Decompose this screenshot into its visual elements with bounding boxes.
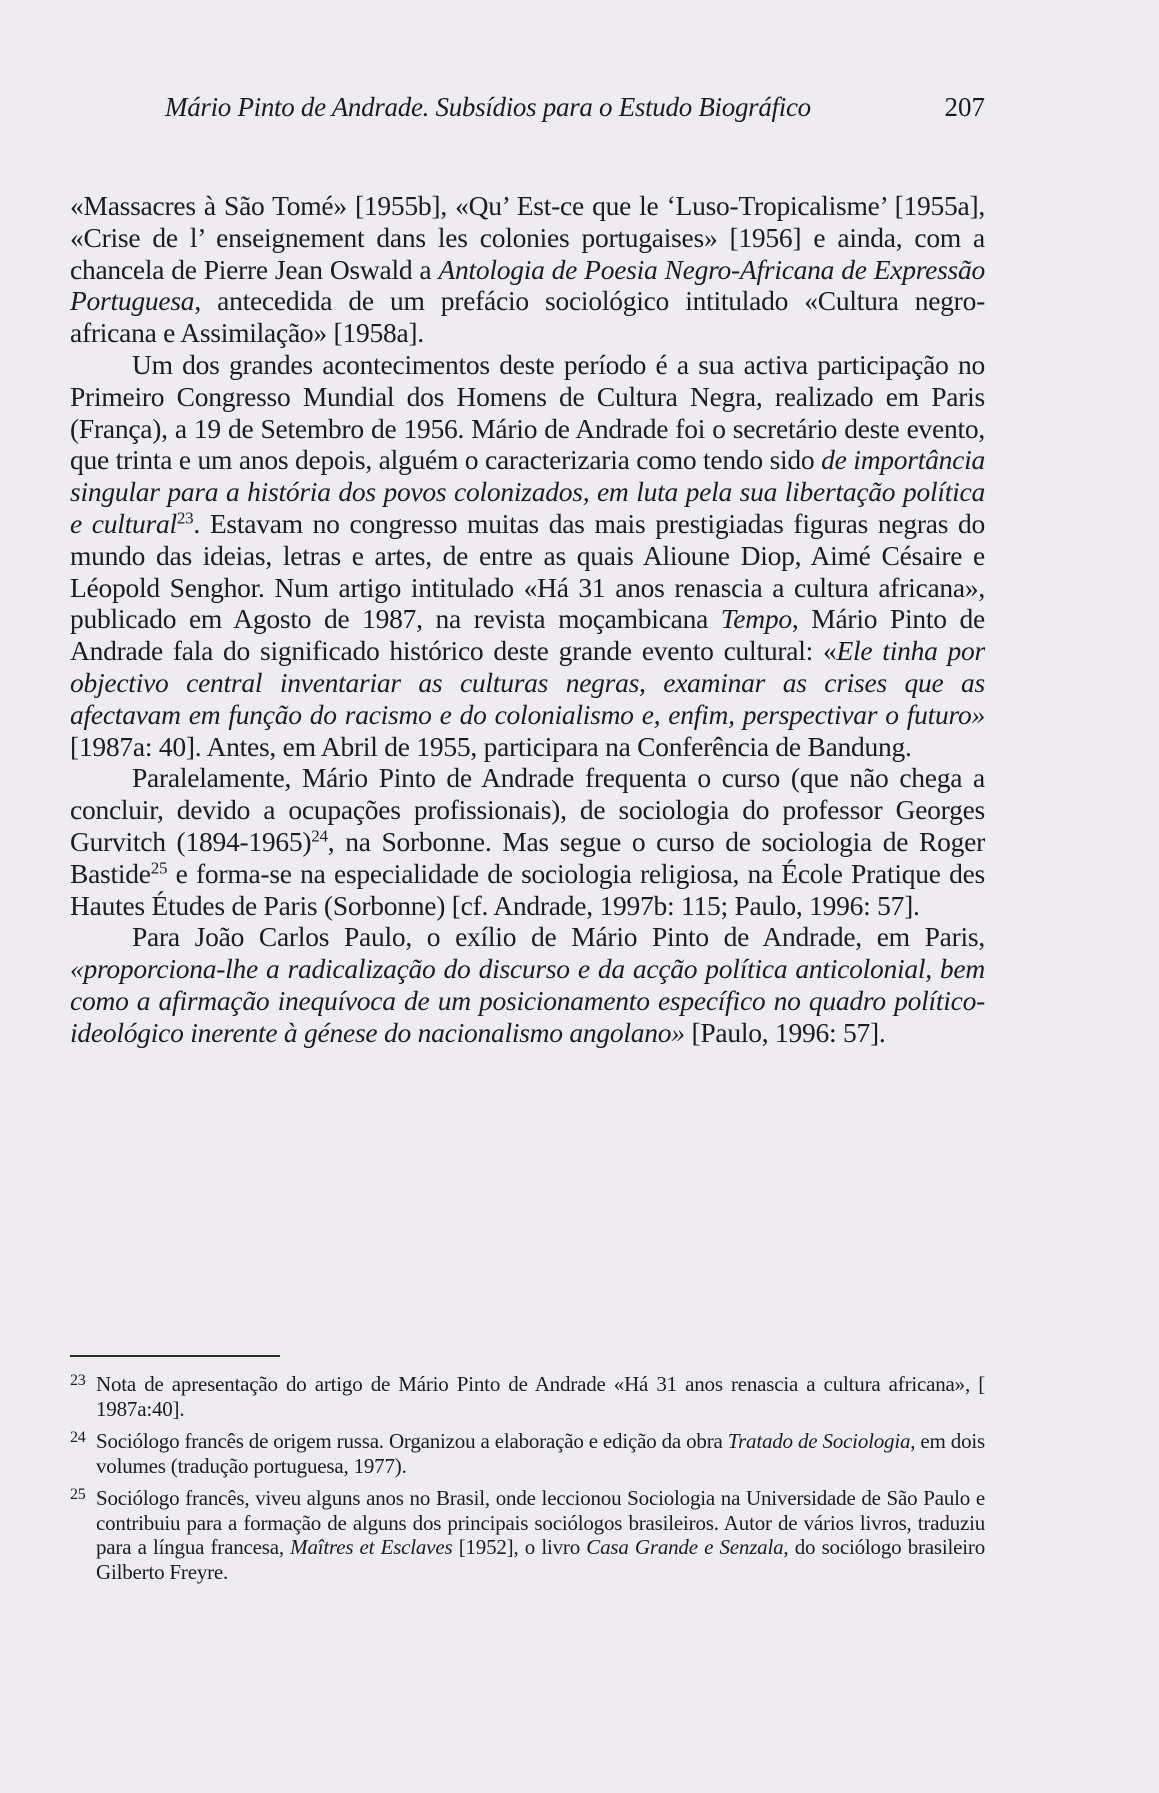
running-head bbox=[70, 92, 985, 132]
italic-text: Ele tinha por objectivo central inventariar as culturas negras, examinar as crises que as afectavam em função do racismo e do colonialismo e, enfim, perspectivar o futuro» bbox=[70, 635, 985, 730]
text-run: [Paulo, 1996: 57]. bbox=[684, 1016, 886, 1048]
italic-text: de importância singular para a história dos povos colonizados, em luta pela sua libertação política e cultural bbox=[70, 444, 985, 539]
text-run: Um dos grandes acontecimentos deste período é a sua activa participação no Primeiro Congresso Mundial dos Homens de Cultura Negra, realizado em Paris (França), a 19 de Setembro de 1956. Mário de Andrade foi o secretário deste evento, que trinta e um anos depois, alguém o caracterizaria como tendo sido bbox=[70, 348, 985, 476]
text-run: . Estavam no congresso muitas das mais prestigiadas figuras negras do mundo das ideias, letras e artes, de entre as quais Alioune Diop, Aimé Césaire e Léopold Senghor. Num artigo intitulado «Há 31 anos renascia a cultura africana», publicado em Agosto de 1987, na revista moçambicana bbox=[70, 507, 985, 635]
text-run: , em dois volumes (tradução portuguesa, 1977). bbox=[96, 1429, 985, 1478]
paragraph bbox=[70, 190, 985, 349]
text-run: Paralelamente, Mário Pinto de Andrade frequenta o curso (que não chega a concluir, devido a ocupações profissionais), de sociologia do professor Georges Gurvitch (1894-1965) bbox=[70, 762, 985, 857]
footnote-ref-24: 24 bbox=[311, 826, 328, 846]
italic-text: Tratado de Sociologia bbox=[727, 1429, 911, 1453]
paragraph bbox=[70, 921, 985, 1048]
footnote-divider bbox=[70, 1355, 280, 1357]
paragraph bbox=[70, 349, 985, 762]
text-run: «Massacres à São Tomé» [1955b], «Qu’ Est-ce que le ‘Luso-Tropicalisme’ [1955a], «Crise de l’ enseignement dans les colonies portugaises» [1956] e ainda, com a chancela de Pierre Jean Oswald a bbox=[70, 190, 985, 285]
footnote-25 bbox=[70, 1486, 985, 1584]
text-run: , Mário Pinto de Andrade fala do significado histórico deste grande evento cultural: « bbox=[70, 603, 985, 667]
text-run: Nota de apresentação do artigo de Mário Pinto de Andrade «Há 31 anos renascia a cultura africana», [ 1987a:40]. bbox=[96, 1372, 985, 1421]
italic-text: Maîtres et Esclaves bbox=[290, 1535, 453, 1559]
footnotes bbox=[70, 1372, 985, 1592]
footnote-23 bbox=[70, 1372, 985, 1421]
text-run: , do sociólogo brasileiro Gilberto Freyre. bbox=[96, 1535, 986, 1584]
footnote-number: 24 bbox=[70, 1429, 86, 1446]
italic-text: «proporciona-lhe a radicalização do discurso e da acção política anticolonial, bem como a afirmação inequívoca de um posicionamento específico no quadro político-ideológico inerente à génese do nacionalismo angolano» bbox=[70, 953, 985, 1048]
text-run: Para João Carlos Paulo, o exílio de Mário Pinto de Andrade, em Paris, bbox=[132, 921, 985, 953]
text-run: , na Sorbonne. Mas segue o curso de sociologia de Roger Bastide bbox=[70, 825, 985, 889]
page-number: 207 bbox=[944, 92, 985, 122]
footnote-number: 23 bbox=[70, 1372, 86, 1389]
italic-text: Tempo bbox=[720, 603, 792, 635]
running-title: Mário Pinto de Andrade. Subsídios para o Estudo Biográfico bbox=[165, 92, 811, 122]
italic-text: Casa Grande e Senzala bbox=[586, 1535, 784, 1559]
footnote-24 bbox=[70, 1429, 985, 1478]
body-text bbox=[70, 190, 985, 1049]
italic-text: Antologia de Poesia Negro-Africana de Expressão Portuguesa bbox=[70, 253, 985, 317]
footnote-ref-25: 25 bbox=[150, 858, 168, 878]
paragraph bbox=[70, 762, 985, 921]
text-run: Sociólogo francês, viveu alguns anos no Brasil, onde leccionou Sociologia na Universidade de São Paulo e contribuiu para a formação de alguns dos principais sociólogos brasileiros. Autor de vários livros, traduziu para a língua francesa, bbox=[96, 1486, 985, 1559]
footnote-number: 25 bbox=[70, 1486, 86, 1503]
text-run: , antecedida de um prefácio sociológico intitulado «Cultura negro-africana e Assimilação» [1958a]. bbox=[70, 285, 985, 349]
footnote-ref-23: 23 bbox=[176, 508, 194, 528]
text-run: [1987a: 40]. Antes, em Abril de 1955, participara na Conferência de Bandung. bbox=[70, 730, 912, 762]
text-run: [1952], o livro bbox=[452, 1535, 587, 1559]
text-run: e forma-se na especialidade de sociologia religiosa, na École Pratique des Hautes Études de Paris (Sorbonne) [cf. Andrade, 1997b: 115; Paulo, 1996: 57]. bbox=[70, 857, 985, 921]
text-run: Sociólogo francês de origem russa. Organizou a elaboração e edição da obra bbox=[96, 1429, 728, 1453]
